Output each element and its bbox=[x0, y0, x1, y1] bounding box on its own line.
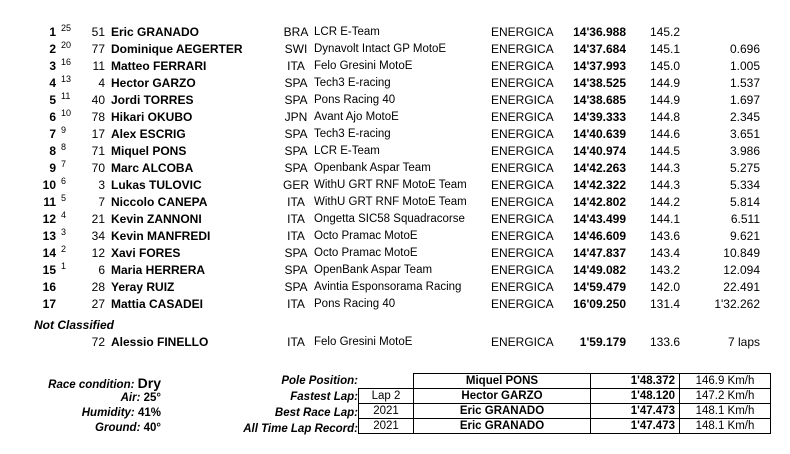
total-time: 14'42.802 bbox=[573, 195, 626, 209]
total-time: 14'38.685 bbox=[573, 93, 626, 107]
nationality: SPA bbox=[284, 93, 308, 107]
record-rider: Miquel PONS bbox=[414, 374, 591, 389]
avg-speed: 142.0 bbox=[650, 280, 681, 294]
nationality: SWI bbox=[284, 42, 308, 56]
nationality: ITA bbox=[287, 335, 305, 349]
avg-speed: 144.3 bbox=[650, 161, 681, 175]
record-row-best-race bbox=[359, 404, 771, 419]
race-condition-value: Dry bbox=[137, 375, 161, 391]
record-speed: 147.2 Km/h bbox=[680, 389, 771, 404]
bike-number: 27 bbox=[91, 297, 105, 311]
points: 13 bbox=[61, 74, 72, 84]
result-row bbox=[0, 194, 790, 210]
points: 3 bbox=[61, 227, 67, 237]
result-row bbox=[0, 109, 790, 125]
total-time: 14'40.639 bbox=[573, 127, 626, 141]
nationality: SPA bbox=[284, 127, 308, 141]
manufacturer: ENERGICA bbox=[491, 76, 554, 90]
total-time: 16'09.250 bbox=[573, 297, 626, 311]
bike-number: 77 bbox=[91, 42, 105, 56]
total-time: 14'40.974 bbox=[573, 144, 626, 158]
avg-speed: 145.2 bbox=[650, 25, 681, 39]
rider-name: Xavi FORES bbox=[111, 246, 181, 260]
record-rider: Eric GRANADO bbox=[414, 404, 591, 419]
avg-speed: 131.4 bbox=[650, 297, 681, 311]
humidity-line bbox=[30, 406, 161, 421]
nationality: ITA bbox=[287, 297, 305, 311]
record-info: Lap 2 bbox=[359, 389, 414, 404]
team-name: LCR E-Team bbox=[314, 145, 380, 157]
position: 17 bbox=[42, 297, 56, 311]
bike-number: 28 bbox=[91, 280, 105, 294]
record-row-all-time bbox=[359, 419, 771, 434]
points: 20 bbox=[61, 40, 72, 50]
avg-speed: 144.9 bbox=[650, 93, 681, 107]
record-info: 2021 bbox=[359, 404, 414, 419]
gap: 7 laps bbox=[727, 335, 760, 349]
team-name: Openbank Aspar Team bbox=[314, 162, 431, 174]
result-row bbox=[0, 75, 790, 91]
rider-name: Alessio FINELLO bbox=[111, 335, 209, 349]
result-row bbox=[0, 160, 790, 176]
rider-name: Mattia CASADEI bbox=[111, 297, 204, 311]
bike-number: 17 bbox=[91, 127, 105, 141]
total-time: 14'42.322 bbox=[573, 178, 626, 192]
gap: 9.621 bbox=[729, 229, 760, 243]
result-row bbox=[0, 279, 790, 295]
rider-name: Jordi TORRES bbox=[111, 93, 194, 107]
points: 1 bbox=[61, 261, 67, 271]
result-row bbox=[0, 143, 790, 159]
nationality: BRA bbox=[283, 25, 309, 39]
nationality: SPA bbox=[284, 263, 308, 277]
result-row bbox=[0, 211, 790, 227]
bike-number: 72 bbox=[91, 335, 105, 349]
record-row-pole bbox=[359, 374, 771, 389]
rider-name: Dominique AEGERTER bbox=[111, 42, 243, 56]
bike-number: 51 bbox=[91, 25, 105, 39]
manufacturer: ENERGICA bbox=[491, 42, 554, 56]
gap: 1'32.262 bbox=[714, 297, 760, 311]
nationality: ITA bbox=[287, 59, 305, 73]
manufacturer: ENERGICA bbox=[491, 212, 554, 226]
nationality: JPN bbox=[284, 110, 308, 124]
nationality: SPA bbox=[284, 144, 308, 158]
position: 7 bbox=[49, 127, 56, 141]
team-name: LCR E-Team bbox=[314, 26, 380, 38]
points: 25 bbox=[61, 23, 72, 33]
record-time: 1'48.372 bbox=[591, 374, 680, 389]
manufacturer: ENERGICA bbox=[491, 93, 554, 107]
avg-speed: 143.2 bbox=[650, 263, 681, 277]
nationality: SPA bbox=[284, 161, 308, 175]
points: 6 bbox=[61, 176, 67, 186]
avg-speed: 143.4 bbox=[650, 246, 681, 260]
record-time: 1'48.120 bbox=[591, 389, 680, 404]
bike-number: 3 bbox=[98, 178, 105, 192]
rider-name: Matteo FERRARI bbox=[111, 59, 207, 73]
rider-name: Lukas TULOVIC bbox=[111, 178, 202, 192]
total-time: 14'39.333 bbox=[573, 110, 626, 124]
gap: 10.849 bbox=[723, 246, 760, 260]
ground-line bbox=[30, 421, 161, 436]
gap: 1.537 bbox=[729, 76, 760, 90]
points: 4 bbox=[61, 210, 67, 220]
manufacturer: ENERGICA bbox=[491, 178, 554, 192]
record-speed: 148.1 Km/h bbox=[680, 419, 771, 434]
position: 1 bbox=[49, 25, 56, 39]
team-name: Dynavolt Intact GP MotoE bbox=[314, 43, 447, 55]
position: 16 bbox=[42, 280, 56, 294]
bike-number: 71 bbox=[91, 144, 105, 158]
points: 2 bbox=[61, 244, 67, 254]
nationality: ITA bbox=[287, 212, 305, 226]
position: 14 bbox=[42, 246, 56, 260]
total-time: 14'47.837 bbox=[573, 246, 626, 260]
avg-speed: 144.2 bbox=[650, 195, 681, 209]
bike-number: 70 bbox=[91, 161, 105, 175]
air-label: Air: bbox=[120, 392, 141, 404]
team-name: Octo Pramac MotoE bbox=[314, 247, 418, 259]
position: 10 bbox=[42, 178, 56, 192]
points: 10 bbox=[61, 108, 72, 118]
record-rider: Hector GARZO bbox=[414, 389, 591, 404]
air-value: 25° bbox=[143, 392, 161, 404]
team-name: Tech3 E-racing bbox=[314, 128, 391, 140]
gap: 1.697 bbox=[729, 93, 760, 107]
ground-label: Ground: bbox=[95, 422, 141, 434]
rider-name: Kevin MANFREDI bbox=[111, 229, 211, 243]
points: 8 bbox=[61, 142, 67, 152]
total-time: 14'36.988 bbox=[573, 25, 626, 39]
avg-speed: 143.6 bbox=[650, 229, 681, 243]
gap: 3.651 bbox=[729, 127, 760, 141]
rider-name: Alex ESCRIG bbox=[111, 127, 186, 141]
manufacturer: ENERGICA bbox=[491, 280, 554, 294]
race-condition-label: Race condition: bbox=[48, 379, 135, 391]
position: 2 bbox=[49, 42, 56, 56]
not-classified-heading: Not Classified bbox=[34, 318, 115, 332]
fastest-lap-label: Fastest Lap: bbox=[290, 391, 358, 403]
record-speed: 148.1 Km/h bbox=[680, 404, 771, 419]
result-row bbox=[0, 126, 790, 142]
gap: 3.986 bbox=[729, 144, 760, 158]
avg-speed: 144.8 bbox=[650, 110, 681, 124]
manufacturer: ENERGICA bbox=[491, 25, 554, 39]
manufacturer: ENERGICA bbox=[491, 127, 554, 141]
gap: 1.005 bbox=[729, 59, 760, 73]
rider-name: Marc ALCOBA bbox=[111, 161, 194, 175]
pole-position-label: Pole Position: bbox=[281, 375, 358, 387]
result-row bbox=[0, 24, 790, 40]
avg-speed: 145.0 bbox=[650, 59, 681, 73]
rider-name: Kevin ZANNONI bbox=[111, 212, 202, 226]
rider-name: Eric GRANADO bbox=[111, 25, 200, 39]
bike-number: 34 bbox=[91, 229, 105, 243]
position: 8 bbox=[49, 144, 56, 158]
nationality: SPA bbox=[284, 76, 308, 90]
team-name: Avant Ajo MotoE bbox=[314, 111, 399, 123]
manufacturer: ENERGICA bbox=[491, 246, 554, 260]
total-time: 14'37.684 bbox=[573, 42, 626, 56]
air-line bbox=[30, 391, 161, 406]
manufacturer: ENERGICA bbox=[491, 161, 554, 175]
total-time: 14'42.263 bbox=[573, 161, 626, 175]
race-conditions bbox=[30, 376, 180, 436]
ground-value: 40° bbox=[143, 422, 161, 434]
result-row bbox=[0, 58, 790, 74]
nationality: GER bbox=[283, 178, 310, 192]
team-name: Felo Gresini MotoE bbox=[314, 60, 413, 72]
team-name: OpenBank Aspar Team bbox=[314, 264, 433, 276]
result-row bbox=[0, 262, 790, 278]
team-name: Pons Racing 40 bbox=[314, 94, 396, 106]
record-info: 2021 bbox=[359, 419, 414, 434]
avg-speed: 144.9 bbox=[650, 76, 681, 90]
points: 11 bbox=[61, 91, 71, 101]
gap: 22.491 bbox=[723, 280, 760, 294]
gap: 2.345 bbox=[729, 110, 760, 124]
total-time: 14'46.609 bbox=[573, 229, 626, 243]
bike-number: 4 bbox=[98, 76, 105, 90]
record-time: 1'47.473 bbox=[591, 404, 680, 419]
nationality: ITA bbox=[287, 195, 305, 209]
rider-name: Hector GARZO bbox=[111, 76, 196, 90]
record-time: 1'47.473 bbox=[591, 419, 680, 434]
gap: 5.275 bbox=[729, 161, 760, 175]
bike-number: 78 bbox=[91, 110, 105, 124]
bike-number: 12 bbox=[91, 246, 105, 260]
team-name: Pons Racing 40 bbox=[314, 298, 396, 310]
race-condition-line bbox=[30, 376, 161, 391]
all-time-lap-record-label: All Time Lap Record: bbox=[243, 423, 358, 435]
nationality: SPA bbox=[284, 246, 308, 260]
bike-number: 40 bbox=[91, 93, 105, 107]
records-table bbox=[358, 373, 771, 434]
bike-number: 11 bbox=[92, 59, 105, 73]
position: 3 bbox=[49, 59, 56, 73]
gap: 6.511 bbox=[730, 212, 760, 226]
avg-speed: 144.5 bbox=[650, 144, 681, 158]
team-name: Tech3 E-racing bbox=[314, 77, 391, 89]
result-row bbox=[0, 177, 790, 193]
gap: 5.334 bbox=[729, 178, 760, 192]
manufacturer: ENERGICA bbox=[491, 195, 554, 209]
position: 11 bbox=[43, 195, 56, 209]
bike-number: 6 bbox=[98, 263, 105, 277]
total-time: 14'38.525 bbox=[573, 76, 626, 90]
position: 4 bbox=[49, 76, 56, 90]
record-info bbox=[359, 374, 414, 389]
record-labels bbox=[220, 373, 358, 437]
total-time: 14'59.479 bbox=[573, 280, 626, 294]
team-name: WithU GRT RNF MotoE Team bbox=[314, 196, 467, 208]
team-name: WithU GRT RNF MotoE Team bbox=[314, 179, 467, 191]
position: 13 bbox=[42, 229, 56, 243]
record-row-fastest bbox=[359, 389, 771, 404]
position: 9 bbox=[49, 161, 56, 175]
humidity-value: 41% bbox=[137, 407, 161, 419]
nationality: SPA bbox=[284, 280, 308, 294]
position: 5 bbox=[49, 93, 56, 107]
total-time: 1'59.179 bbox=[579, 335, 626, 349]
avg-speed: 133.6 bbox=[650, 335, 681, 349]
avg-speed: 144.6 bbox=[650, 127, 681, 141]
rider-name: Hikari OKUBO bbox=[111, 110, 193, 124]
rider-name: Miquel PONS bbox=[111, 144, 187, 158]
rider-name: Yeray RUIZ bbox=[111, 280, 175, 294]
humidity-label: Humidity: bbox=[81, 407, 135, 419]
rider-name: Maria HERRERA bbox=[111, 263, 206, 277]
points: 16 bbox=[61, 57, 72, 67]
manufacturer: ENERGICA bbox=[491, 297, 554, 311]
points: 9 bbox=[61, 125, 67, 135]
best-race-lap-label: Best Race Lap: bbox=[274, 407, 358, 419]
nationality: ITA bbox=[287, 229, 305, 243]
manufacturer: ENERGICA bbox=[491, 335, 554, 349]
result-row bbox=[0, 245, 790, 261]
points: 7 bbox=[61, 159, 67, 169]
bike-number: 7 bbox=[98, 195, 105, 209]
rider-name: Niccolo CANEPA bbox=[111, 195, 208, 209]
manufacturer: ENERGICA bbox=[491, 263, 554, 277]
gap: 0.696 bbox=[729, 42, 760, 56]
manufacturer: ENERGICA bbox=[491, 144, 554, 158]
total-time: 14'43.499 bbox=[573, 212, 626, 226]
total-time: 14'49.082 bbox=[573, 263, 626, 277]
position: 12 bbox=[42, 212, 56, 226]
total-time: 14'37.993 bbox=[573, 59, 626, 73]
result-row bbox=[0, 92, 790, 108]
result-row bbox=[0, 228, 790, 244]
bike-number: 21 bbox=[91, 212, 105, 226]
manufacturer: ENERGICA bbox=[491, 110, 554, 124]
team-name: Avintia Esponsorama Racing bbox=[314, 281, 462, 293]
result-row bbox=[0, 296, 790, 312]
avg-speed: 144.1 bbox=[650, 212, 681, 226]
team-name: Felo Gresini MotoE bbox=[314, 336, 413, 348]
team-name: Ongetta SIC58 Squadracorse bbox=[314, 213, 465, 225]
team-name: Octo Pramac MotoE bbox=[314, 230, 418, 242]
position: 6 bbox=[49, 110, 56, 124]
points: 5 bbox=[61, 193, 67, 203]
gap: 12.094 bbox=[723, 263, 760, 277]
avg-speed: 145.1 bbox=[650, 42, 681, 56]
result-row bbox=[0, 334, 790, 350]
manufacturer: ENERGICA bbox=[491, 229, 554, 243]
record-speed: 146.9 Km/h bbox=[680, 374, 771, 389]
avg-speed: 144.3 bbox=[650, 178, 681, 192]
result-row bbox=[0, 41, 790, 57]
manufacturer: ENERGICA bbox=[491, 59, 554, 73]
gap: 5.814 bbox=[729, 195, 760, 209]
record-rider: Eric GRANADO bbox=[414, 419, 591, 434]
position: 15 bbox=[42, 263, 56, 277]
